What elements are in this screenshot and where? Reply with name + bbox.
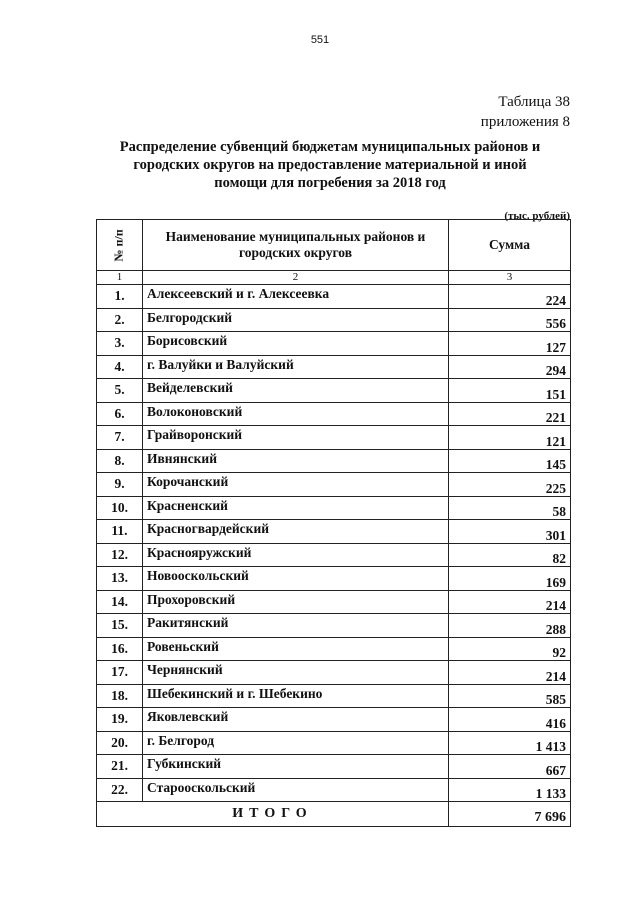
row-number: 4. xyxy=(97,355,143,379)
district-name: Ровеньский xyxy=(143,637,449,661)
title-line-2: городских округов на предоставление материальной и иной xyxy=(133,157,527,173)
row-sum: 82 xyxy=(449,543,571,567)
row-sum: 121 xyxy=(449,426,571,450)
table-row xyxy=(97,778,571,802)
table-row xyxy=(97,402,571,426)
row-sum: 151 xyxy=(449,379,571,403)
row-sum: 416 xyxy=(449,708,571,732)
row-number: 17. xyxy=(97,661,143,685)
table-row xyxy=(97,496,571,520)
row-number: 9. xyxy=(97,473,143,497)
district-name: Белгородский xyxy=(143,308,449,332)
row-sum: 301 xyxy=(449,520,571,544)
row-sum: 1 413 xyxy=(449,731,571,755)
row-sum: 667 xyxy=(449,755,571,779)
header-name: Наименование муниципальных районов и городских округов xyxy=(143,220,449,271)
district-name: Вейделевский xyxy=(143,379,449,403)
table-row xyxy=(97,473,571,497)
table-row xyxy=(97,731,571,755)
document-title xyxy=(100,138,560,192)
row-sum: 556 xyxy=(449,308,571,332)
table-row xyxy=(97,614,571,638)
row-number: 5. xyxy=(97,379,143,403)
district-name: г. Белгород xyxy=(143,731,449,755)
table-row xyxy=(97,590,571,614)
caption-line-2: приложения 8 xyxy=(480,114,570,130)
row-sum: 221 xyxy=(449,402,571,426)
header-sum: Сумма xyxy=(449,220,571,271)
row-sum: 214 xyxy=(449,661,571,685)
subsidy-table xyxy=(96,219,571,827)
row-number: 7. xyxy=(97,426,143,450)
district-name: Красненский xyxy=(143,496,449,520)
row-sum: 225 xyxy=(449,473,571,497)
district-name: Краснояружский xyxy=(143,543,449,567)
row-number: 15. xyxy=(97,614,143,638)
row-sum: 224 xyxy=(449,285,571,309)
table-row xyxy=(97,708,571,732)
row-sum: 92 xyxy=(449,637,571,661)
table-row xyxy=(97,449,571,473)
row-number: 19. xyxy=(97,708,143,732)
district-name: Грайворонский xyxy=(143,426,449,450)
row-number: 22. xyxy=(97,778,143,802)
row-number: 8. xyxy=(97,449,143,473)
row-number: 2. xyxy=(97,308,143,332)
row-number: 6. xyxy=(97,402,143,426)
table-row xyxy=(97,426,571,450)
units-note: (тыс. рублей) xyxy=(504,210,570,222)
table-row xyxy=(97,308,571,332)
header-row xyxy=(97,220,571,271)
table-row xyxy=(97,661,571,685)
district-name: Губкинский xyxy=(143,755,449,779)
caption-line-1: Таблица 38 xyxy=(498,94,570,110)
table-row xyxy=(97,285,571,309)
title-line-1: Распределение субвенций бюджетам муниципальных районов и xyxy=(119,139,541,155)
table-row xyxy=(97,379,571,403)
row-sum: 127 xyxy=(449,332,571,356)
row-sum: 294 xyxy=(449,355,571,379)
district-name: Яковлевский xyxy=(143,708,449,732)
district-name: Волоконовский xyxy=(143,402,449,426)
district-name: Ракитянский xyxy=(143,614,449,638)
header-num: № п/п xyxy=(97,220,143,271)
row-number: 10. xyxy=(97,496,143,520)
district-name: Прохоровский xyxy=(143,590,449,614)
row-number: 20. xyxy=(97,731,143,755)
district-name: Шебекинский и г. Шебекино xyxy=(143,684,449,708)
total-value: 7 696 xyxy=(449,802,571,827)
table-row xyxy=(97,637,571,661)
row-number: 13. xyxy=(97,567,143,591)
row-sum: 214 xyxy=(449,590,571,614)
row-sum: 288 xyxy=(449,614,571,638)
district-name: Ивнянский xyxy=(143,449,449,473)
table-row xyxy=(97,684,571,708)
column-index-3: 3 xyxy=(449,271,571,285)
table-row xyxy=(97,332,571,356)
district-name: Борисовский xyxy=(143,332,449,356)
row-number: 16. xyxy=(97,637,143,661)
row-number: 21. xyxy=(97,755,143,779)
row-number: 18. xyxy=(97,684,143,708)
column-index-row xyxy=(97,271,571,285)
district-name: Алексеевский и г. Алексеевка xyxy=(143,285,449,309)
row-sum: 58 xyxy=(449,496,571,520)
row-number: 1. xyxy=(97,285,143,309)
row-sum: 1 133 xyxy=(449,778,571,802)
table-row xyxy=(97,567,571,591)
page-number: 551 xyxy=(310,34,330,46)
row-number: 11. xyxy=(97,520,143,544)
district-name: Красногвардейский xyxy=(143,520,449,544)
row-number: 14. xyxy=(97,590,143,614)
district-name: Новооскольский xyxy=(143,567,449,591)
district-name: г. Валуйки и Валуйский xyxy=(143,355,449,379)
table-caption xyxy=(481,92,570,132)
district-name: Чернянский xyxy=(143,661,449,685)
column-index-2: 2 xyxy=(143,271,449,285)
row-number: 12. xyxy=(97,543,143,567)
row-number: 3. xyxy=(97,332,143,356)
total-label: ИТОГО xyxy=(97,802,449,827)
row-sum: 169 xyxy=(449,567,571,591)
total-row xyxy=(97,802,571,827)
title-line-3: помощи для погребения за 2018 год xyxy=(214,175,446,191)
district-name: Корочанский xyxy=(143,473,449,497)
table-row xyxy=(97,355,571,379)
table-row xyxy=(97,543,571,567)
district-name: Старооскольский xyxy=(143,778,449,802)
table-row xyxy=(97,520,571,544)
table-row xyxy=(97,755,571,779)
column-index-1: 1 xyxy=(97,271,143,285)
row-sum: 145 xyxy=(449,449,571,473)
row-sum: 585 xyxy=(449,684,571,708)
